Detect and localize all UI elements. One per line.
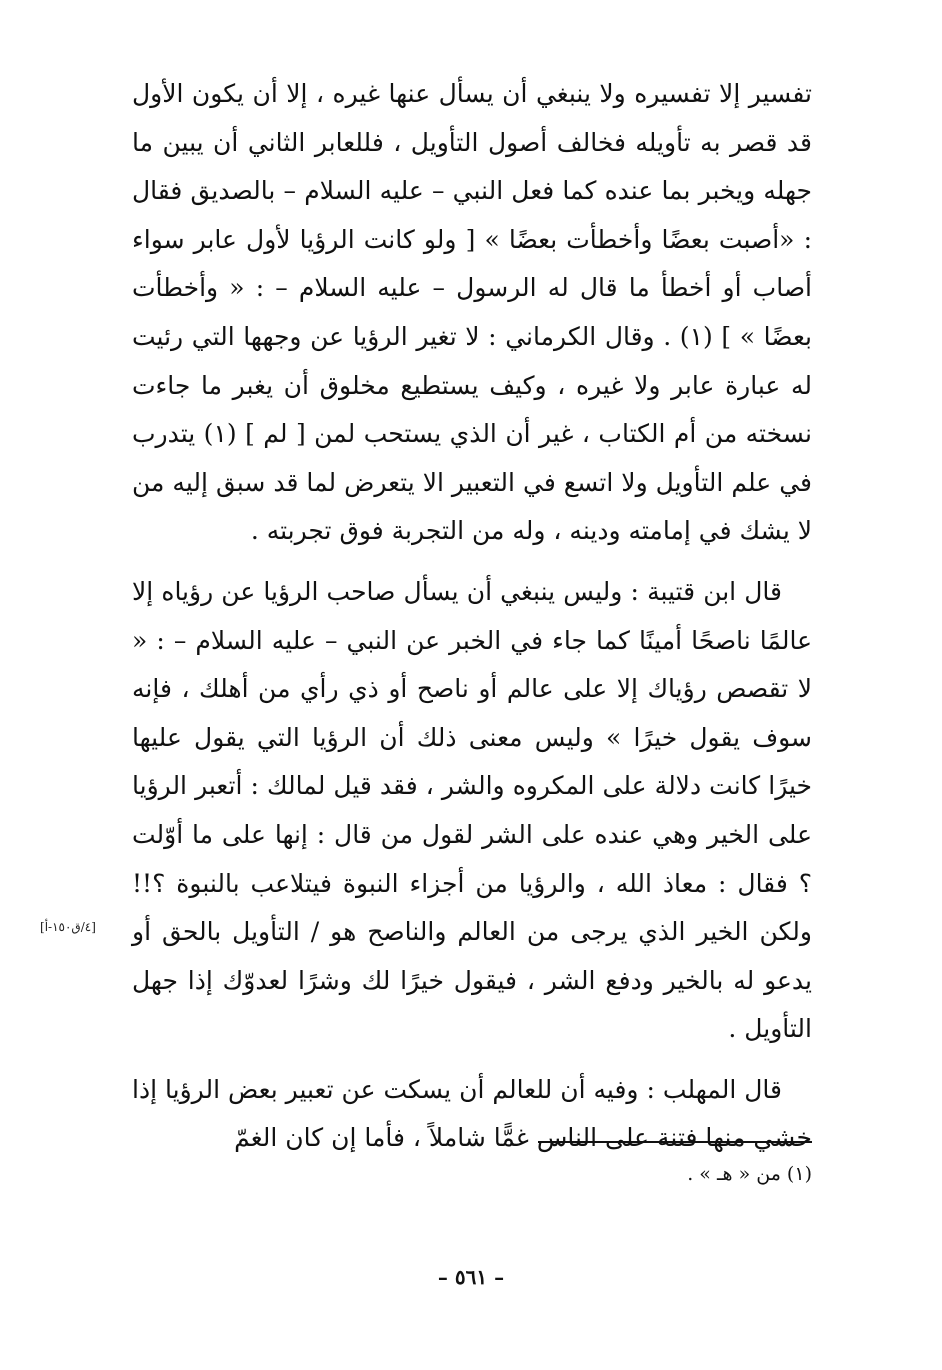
paragraph-3: قال المهلب : وفيه أن للعالم أن يسكت عن تعبير بعض الرؤيا إذا خشي منها فتنة على الناس غمًّا شاملاً ، فأما إن كان الغمّ [132,1074,812,1153]
manuscript-folio-note: [٤/ق١٥٠-أ] [40,920,96,934]
paragraph-2: قال ابن قتيبة : وليس ينبغي أن يسأل صاحب الرؤيا عن رؤياه إلا عالمًا ناصحًا أمينًا كما جاء في الخبر عن النبي – عليه السلام – : « لا تقصص رؤياك إلا على عالم أو ناصح أو ذي رأي من أهلك ، فإنه سوف يقول خيرًا » وليس معنى ذلك أن الرؤيا التي يقول عليها خيرًا كانت دلالة على المكروه والشر ، فقد قيل لمالك : أتعبر الرؤيا على الخير وهي عنده على الشر لقول من قال : إنها على ما أوّلت ؟ فقال : معاذ الله ، والرؤيا من أجزاء النبوة فيتلاعب بالنبوة ؟!! ولكن الخير الذي يرجى من العالم والناصح هو / التأويل بالحق أو يدعو له بالخير ودفع الشر ، فيقول خيرًا لك وشرًا لعدوّك إذا جهل التأويل . [132,576,812,1044]
footnote-divider [538,1141,812,1143]
paragraph-1: تفسير إلا تفسيره ولا ينبغي أن يسأل عنها غيره ، إلا أن يكون الأول قد قصر به تأويله فخالف أصول التأويل ، فللعابر الثاني أن يبين ما جهله ويخبر بما عنده كما فعل النبي – عليه السلام – بالصديق فقال : «أصبت بعضًا وأخطأت بعضًا » [ ولو كانت الرؤيا لأول عابر سواء أصاب أو أخطأ ما قال له الرسول – عليه السلام – : « وأخطأت بعضًا » ] (١) . وقال الكرماني : لا تغير الرؤيا عن وجهها التي رئيت له عبارة عابر ولا غيره ، وكيف يستطيع مخلوق أن يغبر ما جاءت نسخته من أم الكتاب ، غير أن الذي يستحب لمن [ لم ] (١) يتدرب في علم التأويل ولا اتسع في التعبير الا يتعرض لما قد سبق إليه من لا يشك في إمامته ودينه ، وله من التجربة فوق تجربته . [132,79,812,546]
footnote: (١) من « هـ » . [687,1163,812,1185]
page-number: – ٥٦١ – [437,1265,505,1289]
main-text-block [132,70,812,1163]
